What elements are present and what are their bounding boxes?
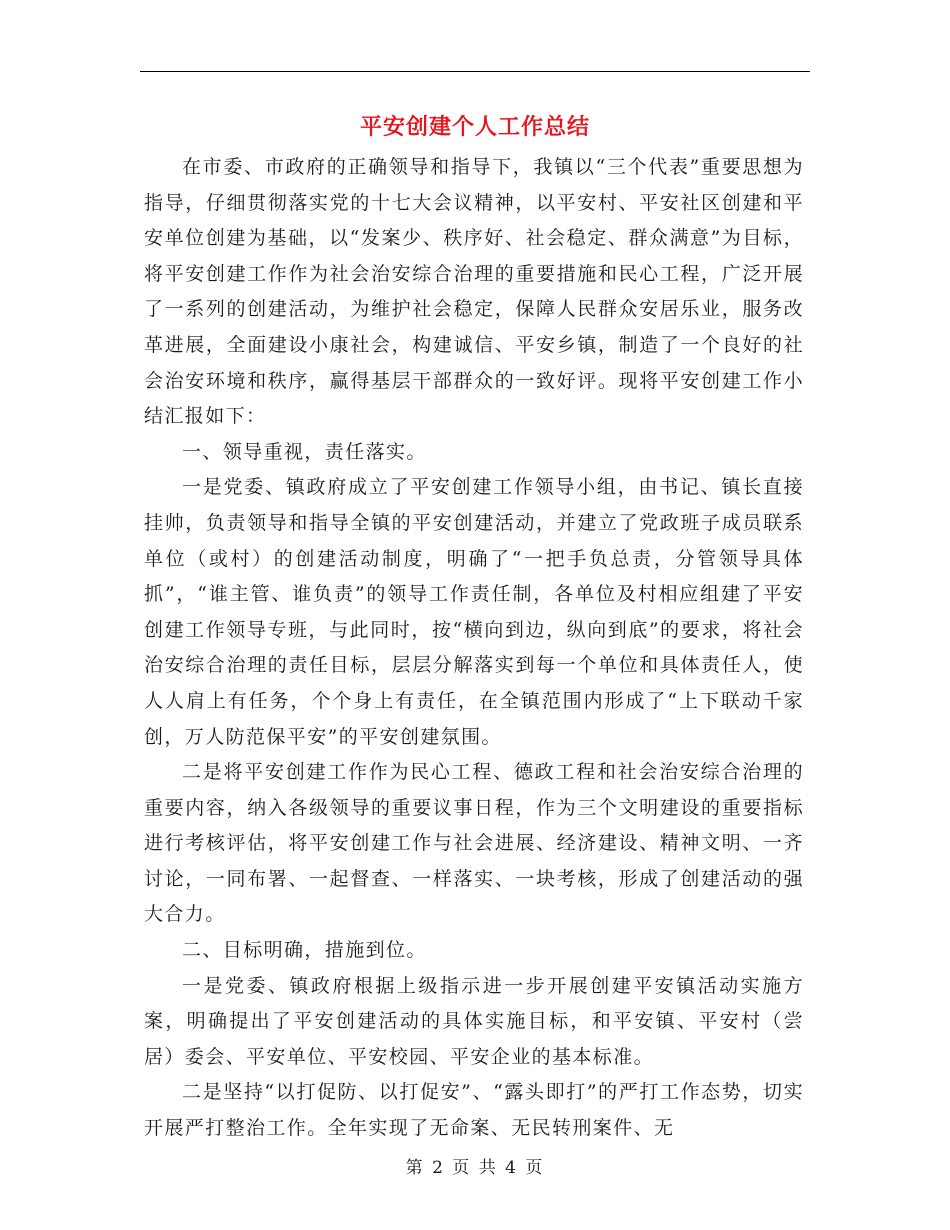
body-paragraph: 一是党委、镇政府成立了平安创建工作领导小组，由书记、镇长直接挂帅，负责领导和指导全镇的平安创建活动，并建立了党政班子成员联系单位（或村）的创建活动制度，明确了“一把手负总责，分管领导具体抓”，“谁主管、谁负责”的领导工作责任制，各单位及村相应组建了平安创建工作领导专班，与此同时，按“横向到边，纵向到底”的要求，将社会治安综合治理的责任目标，层层分解落实到每一个单位和具体责任人，使人人肩上有任务，个个身上有责任，在全镇范围内形成了“上下联动千家创，万人防范保平安”的平安创建氛围。 (144, 476, 804, 748)
section-heading-2: 二、目标明确，措施到位。 (182, 939, 427, 962)
header-rule (140, 71, 810, 72)
body-paragraph: 二是将平安创建工作作为民心工程、德政工程和社会治安综合治理的重要内容，纳入各级领导的重要议事日程，作为三个文明建设的重要指标进行考核评估，将平安创建工作与社会进展、经济建设、精神文明、一齐讨论，一同布署、一起督查、一样落实、一块考核，形成了创建活动的强大合力。 (144, 761, 804, 926)
document-body (144, 150, 804, 1147)
body-paragraph: 一是党委、镇政府根据上级指示进一步开展创建平安镇活动实施方案，明确提出了平安创建活动的具体实施目标，和平安镇、平安村（尝居）委会、平安单位、平安校园、平安企业的基本标准。 (144, 974, 804, 1068)
intro-paragraph: 在市委、市政府的正确领导和指导下，我镇以“三个代表”重要思想为指导，仔细贯彻落实党的十七大会议精神，以平安村、平安社区创建和平安单位创建为基础，以“发案少、秩序好、社会稳定、群众满意”为目标，将平安创建工作作为社会治安综合治理的重要措施和民心工程，广泛开展了一系列的创建活动，为维护社会稳定，保障人民群众安居乐业，服务改革进展，全面建设小康社会，构建诚信、平安乡镇，制造了一个良好的社会治安环境和秩序，赢得基层干部群众的一致好评。现将平安创建工作小结汇报如下： (144, 156, 804, 428)
document-title: 平安创建个人工作总结 (359, 114, 590, 140)
body-paragraph: 二是坚持“以打促防、以打促安”、“露头即打”的严打工作态势，切实开展严打整治工作。全年实现了无命案、无民转刑案件、无 (144, 1081, 804, 1140)
section-heading-1: 一、领导重视，责任落实。 (182, 440, 427, 463)
page-number-footer: 第 2 页 共 4 页 (405, 1158, 545, 1178)
